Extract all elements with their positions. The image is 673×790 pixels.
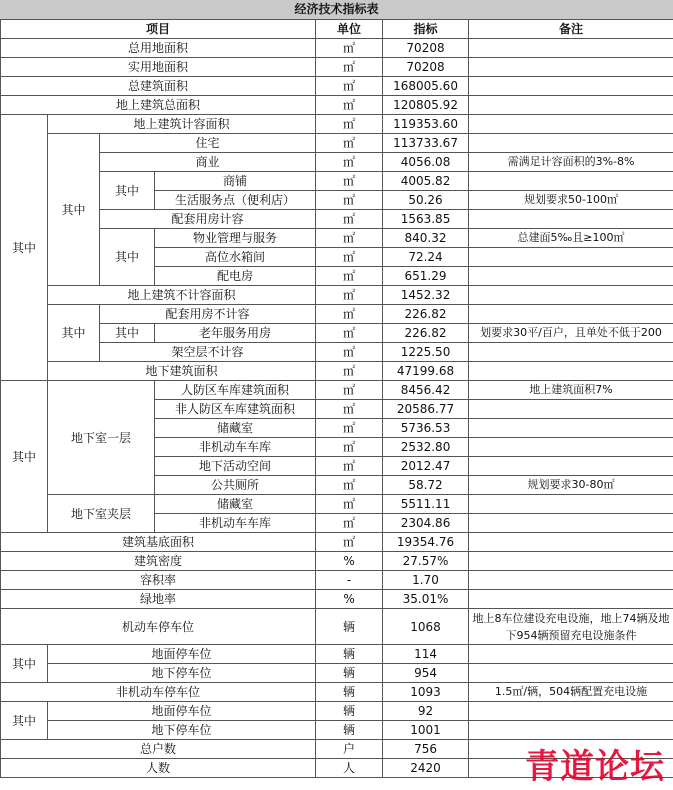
- row-value: 2304.86: [383, 514, 469, 533]
- row-unit: ㎡: [316, 362, 383, 381]
- row-value: 47199.68: [383, 362, 469, 381]
- row-label: 机动车停车位: [1, 609, 316, 645]
- table-row: [1, 381, 673, 400]
- row-unit: ㎡: [316, 58, 383, 77]
- table-row: [1, 286, 673, 305]
- row-unit: ㎡: [316, 286, 383, 305]
- row-value: 5511.11: [383, 495, 469, 514]
- row-value: 226.82: [383, 324, 469, 343]
- row-label: 高位水箱间: [155, 248, 316, 267]
- table-row: [1, 533, 673, 552]
- row-value: 1452.32: [383, 286, 469, 305]
- row-unit: 辆: [316, 645, 383, 664]
- row-unit: 辆: [316, 609, 383, 645]
- row-label: 架空层不计容: [100, 343, 316, 362]
- row-label: 总建筑面积: [1, 77, 316, 96]
- table-row: [1, 721, 673, 740]
- row-value: 1001: [383, 721, 469, 740]
- row-note: [469, 457, 673, 476]
- row-unit: ㎡: [316, 533, 383, 552]
- row-unit: %: [316, 590, 383, 609]
- row-label: 绿地率: [1, 590, 316, 609]
- row-unit: 户: [316, 740, 383, 759]
- row-note: [469, 248, 673, 267]
- table-row: [1, 552, 673, 571]
- row-note: [469, 400, 673, 419]
- row-unit: ㎡: [316, 153, 383, 172]
- group-label-qizhong: 其中: [1, 115, 48, 381]
- row-note: [469, 590, 673, 609]
- row-note: [469, 721, 673, 740]
- table-row: [1, 609, 673, 645]
- table-row: [1, 683, 673, 702]
- group-label-qizhong: 其中: [100, 172, 155, 210]
- table-row: [1, 229, 673, 248]
- row-label: 商业: [100, 153, 316, 172]
- row-label: 老年服务用房: [155, 324, 316, 343]
- row-label: 地下停车位: [48, 721, 316, 740]
- row-unit: 人: [316, 759, 383, 778]
- row-label: 物业管理与服务: [155, 229, 316, 248]
- row-label: 地面停车位: [48, 702, 316, 721]
- row-value: 2532.80: [383, 438, 469, 457]
- row-label: 地下停车位: [48, 664, 316, 683]
- row-value: 70208: [383, 39, 469, 58]
- row-unit: ㎡: [316, 305, 383, 324]
- table-row: [1, 134, 673, 153]
- row-note: [469, 419, 673, 438]
- row-value: 35.01%: [383, 590, 469, 609]
- row-note: [469, 39, 673, 58]
- row-note: 1.5㎡/辆，504辆配置充电设施: [469, 683, 673, 702]
- table-row: [1, 664, 673, 683]
- row-unit: ㎡: [316, 343, 383, 362]
- row-label: 建筑密度: [1, 552, 316, 571]
- row-unit: ㎡: [316, 96, 383, 115]
- row-label: 非机动车车库: [155, 438, 316, 457]
- row-value: 2012.47: [383, 457, 469, 476]
- row-note: 地上8车位建设充电设施，地上74辆及地下954辆预留充电设施条件: [469, 609, 673, 645]
- row-unit: ㎡: [316, 514, 383, 533]
- header-item: 项目: [1, 20, 316, 39]
- row-value: 27.57%: [383, 552, 469, 571]
- row-note: [469, 172, 673, 191]
- row-unit: ㎡: [316, 134, 383, 153]
- header-value: 指标: [383, 20, 469, 39]
- row-label: 地上建筑总面积: [1, 96, 316, 115]
- table-row: [1, 343, 673, 362]
- row-note: [469, 438, 673, 457]
- row-unit: ㎡: [316, 248, 383, 267]
- row-value: 8456.42: [383, 381, 469, 400]
- row-unit: ㎡: [316, 495, 383, 514]
- row-label: 非机动车停车位: [1, 683, 316, 702]
- group-label-b1: 地下室一层: [48, 381, 155, 495]
- row-note: 地上建筑面积7%: [469, 381, 673, 400]
- row-value: 1093: [383, 683, 469, 702]
- row-label: 总户数: [1, 740, 316, 759]
- row-label: 地面停车位: [48, 645, 316, 664]
- row-label: 配电房: [155, 267, 316, 286]
- row-value: 1225.50: [383, 343, 469, 362]
- row-label: 配套用房不计容: [100, 305, 316, 324]
- table-title: 经济技术指标表: [0, 0, 673, 20]
- row-unit: ㎡: [316, 438, 383, 457]
- row-unit: ㎡: [316, 457, 383, 476]
- watermark-logo: 青道论坛: [525, 747, 665, 787]
- row-note: [469, 702, 673, 721]
- row-value: 840.32: [383, 229, 469, 248]
- row-label: 储藏室: [155, 419, 316, 438]
- row-note: [469, 134, 673, 153]
- row-unit: ㎡: [316, 229, 383, 248]
- group-label-qizhong: 其中: [48, 305, 100, 362]
- row-unit: ㎡: [316, 210, 383, 229]
- row-note: [469, 77, 673, 96]
- row-value: 72.24: [383, 248, 469, 267]
- row-value: 1.70: [383, 571, 469, 590]
- row-note: [469, 210, 673, 229]
- table-row: [1, 210, 673, 229]
- header-note: 备注: [469, 20, 673, 39]
- row-unit: %: [316, 552, 383, 571]
- row-note: 需满足计容面积的3%-8%: [469, 153, 673, 172]
- row-note: [469, 645, 673, 664]
- group-label-b1m: 地下室夹层: [48, 495, 155, 533]
- row-unit: ㎡: [316, 191, 383, 210]
- row-unit: 辆: [316, 721, 383, 740]
- row-note: 划要求30平/百户，且单处不低于200: [469, 324, 673, 343]
- row-unit: 辆: [316, 683, 383, 702]
- row-label: 地上建筑计容面积: [48, 115, 316, 134]
- row-value: 954: [383, 664, 469, 683]
- row-value: 114: [383, 645, 469, 664]
- row-label: 人防区车库建筑面积: [155, 381, 316, 400]
- row-value: 58.72: [383, 476, 469, 495]
- row-note: [469, 495, 673, 514]
- row-note: [469, 664, 673, 683]
- row-note: [469, 514, 673, 533]
- header-unit: 单位: [316, 20, 383, 39]
- row-label: 人数: [1, 759, 316, 778]
- row-note: 规划要求30-80㎡: [469, 476, 673, 495]
- row-note: [469, 286, 673, 305]
- group-label-qizhong: 其中: [100, 229, 155, 286]
- group-label-qizhong: 其中: [1, 381, 48, 533]
- row-unit: ㎡: [316, 172, 383, 191]
- indicator-table: [0, 19, 673, 778]
- row-note: [469, 533, 673, 552]
- row-value: 92: [383, 702, 469, 721]
- table-row: [1, 115, 673, 134]
- row-value: 226.82: [383, 305, 469, 324]
- row-label: 总用地面积: [1, 39, 316, 58]
- row-note: [469, 552, 673, 571]
- table-row: [1, 571, 673, 590]
- row-note: [469, 305, 673, 324]
- table-row: [1, 324, 673, 343]
- row-note: [469, 58, 673, 77]
- row-value: 4005.82: [383, 172, 469, 191]
- row-note: 规划要求50-100㎡: [469, 191, 673, 210]
- row-label: 地上建筑不计容面积: [48, 286, 316, 305]
- row-unit: ㎡: [316, 419, 383, 438]
- row-label: 地下活动空间: [155, 457, 316, 476]
- row-value: 20586.77: [383, 400, 469, 419]
- row-unit: ㎡: [316, 381, 383, 400]
- row-value: 1068: [383, 609, 469, 645]
- row-label: 实用地面积: [1, 58, 316, 77]
- row-note: [469, 343, 673, 362]
- row-label: 住宅: [100, 134, 316, 153]
- row-value: 19354.76: [383, 533, 469, 552]
- row-unit: ㎡: [316, 39, 383, 58]
- row-label: 生活服务点（便利店）: [155, 191, 316, 210]
- row-unit: 辆: [316, 664, 383, 683]
- row-value: 168005.60: [383, 77, 469, 96]
- group-label-qizhong: 其中: [1, 702, 48, 740]
- row-value: 4056.08: [383, 153, 469, 172]
- row-value: 2420: [383, 759, 469, 778]
- row-unit: ㎡: [316, 476, 383, 495]
- table-row: [1, 96, 673, 115]
- row-note: [469, 267, 673, 286]
- table-row: [1, 362, 673, 381]
- row-value: 120805.92: [383, 96, 469, 115]
- row-note: 总建面5‰且≥100㎡: [469, 229, 673, 248]
- table-row: [1, 645, 673, 664]
- row-label: 建筑基底面积: [1, 533, 316, 552]
- table-row: [1, 153, 673, 172]
- row-unit: ㎡: [316, 77, 383, 96]
- table-row: [1, 495, 673, 514]
- table-row: [1, 77, 673, 96]
- row-unit: ㎡: [316, 267, 383, 286]
- table-row: [1, 39, 673, 58]
- row-unit: ㎡: [316, 400, 383, 419]
- header-row: [1, 20, 673, 39]
- row-value: 5736.53: [383, 419, 469, 438]
- table-row: [1, 305, 673, 324]
- row-label: 容积率: [1, 571, 316, 590]
- group-label-qizhong: 其中: [48, 134, 100, 286]
- row-label: 配套用房计容: [100, 210, 316, 229]
- row-value: 70208: [383, 58, 469, 77]
- table-row: [1, 590, 673, 609]
- row-value: 113733.67: [383, 134, 469, 153]
- group-label-qizhong: 其中: [100, 324, 155, 343]
- table-row: [1, 172, 673, 191]
- table-row: [1, 58, 673, 77]
- row-label: 商铺: [155, 172, 316, 191]
- row-label: 储藏室: [155, 495, 316, 514]
- row-label: 非机动车车库: [155, 514, 316, 533]
- row-note: [469, 571, 673, 590]
- row-value: 1563.85: [383, 210, 469, 229]
- row-label: 非人防区车库建筑面积: [155, 400, 316, 419]
- row-value: 756: [383, 740, 469, 759]
- table-row: [1, 702, 673, 721]
- row-note: [469, 115, 673, 134]
- group-label-qizhong: 其中: [1, 645, 48, 683]
- row-unit: ㎡: [316, 324, 383, 343]
- row-label: 地下建筑面积: [48, 362, 316, 381]
- row-note: [469, 96, 673, 115]
- row-unit: 辆: [316, 702, 383, 721]
- row-note: [469, 362, 673, 381]
- row-value: 651.29: [383, 267, 469, 286]
- row-unit: -: [316, 571, 383, 590]
- row-value: 50.26: [383, 191, 469, 210]
- row-unit: ㎡: [316, 115, 383, 134]
- row-value: 119353.60: [383, 115, 469, 134]
- row-label: 公共厕所: [155, 476, 316, 495]
